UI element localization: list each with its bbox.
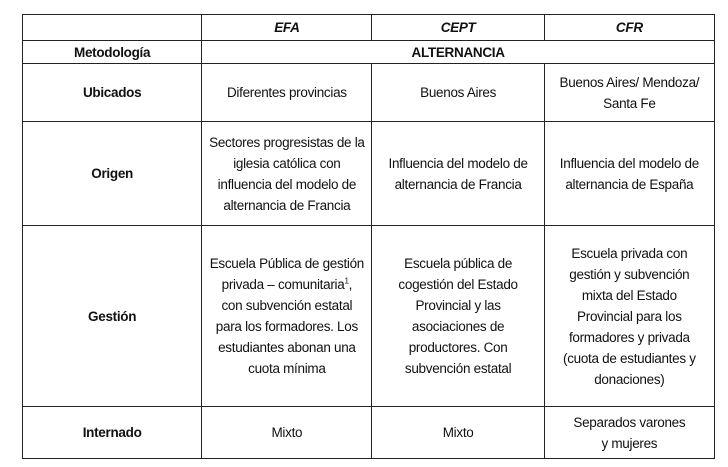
cell-origen-efa xyxy=(202,122,372,226)
row-internado xyxy=(23,407,715,459)
row-label-metodologia: Metodología xyxy=(23,41,202,64)
cell-line: alternancia de Francia xyxy=(394,176,522,192)
cell-origen-cfr xyxy=(544,122,714,226)
cell-line: Influencia del modelo de xyxy=(388,155,528,171)
cell-ubicados-cfr xyxy=(544,64,714,122)
row-gestion xyxy=(23,226,715,407)
cell-internado-cept xyxy=(372,407,544,459)
column-header-efa: EFA xyxy=(202,15,372,41)
cell-line: Provincial y las xyxy=(415,298,501,313)
cell-gestion-cfr xyxy=(544,226,714,407)
cell-line: Escuela privada con xyxy=(571,245,688,261)
cell-line: influencia del modelo de xyxy=(217,176,357,192)
cell-line: iglesia católica con xyxy=(233,155,341,171)
row-metodologia xyxy=(23,41,715,64)
corner-cell xyxy=(23,15,202,41)
comparison-table xyxy=(22,14,715,459)
metodologia-value: ALTERNANCIA xyxy=(202,41,715,64)
cell-line: Buenos Aires xyxy=(420,85,497,100)
row-label-gestion: Gestión xyxy=(23,226,202,407)
cell-line: Mixto xyxy=(271,425,303,440)
cell-gestion-cept xyxy=(372,226,544,407)
row-label-origen: Origen xyxy=(23,122,202,226)
cell-internado-cfr xyxy=(544,407,714,459)
cell-line-punct: , xyxy=(348,277,353,292)
cell-line: cogestión del Estado xyxy=(398,277,518,292)
cell-line: y mujeres xyxy=(601,435,658,451)
cell-line: Mixto xyxy=(442,425,474,440)
cell-ubicados-efa xyxy=(202,64,372,122)
cell-line: alternancia de Francia xyxy=(223,197,351,213)
cell-line: Sectores progresistas de la xyxy=(209,134,365,150)
cell-line: gestión y subvención xyxy=(569,266,690,282)
cell-line: para los formadores. Los xyxy=(215,319,358,334)
column-header-cfr: CFR xyxy=(544,15,714,41)
cell-line: cuota mínima xyxy=(248,361,326,376)
cell-internado-efa xyxy=(202,407,372,459)
cell-line: Diferentes provincias xyxy=(226,85,347,100)
cell-line: subvención estatal xyxy=(404,361,512,376)
cell-line: Provincial para los xyxy=(577,308,682,324)
cell-line: mixta del Estado xyxy=(581,287,677,303)
cell-line: Santa Fe xyxy=(603,95,656,111)
cell-line: Buenos Aires/ Mendoza/ xyxy=(559,74,700,90)
cell-line: Escuela pública de xyxy=(404,256,513,271)
cell-line: con subvención estatal xyxy=(221,298,353,313)
row-label-internado: Internado xyxy=(23,407,202,459)
cell-ubicados-cept xyxy=(372,64,544,122)
cell-line: Escuela Pública de gestión xyxy=(209,256,365,271)
cell-line-text: privada – comunitaria xyxy=(221,277,345,292)
header-row xyxy=(23,15,715,41)
row-label-ubicados: Ubicados xyxy=(23,64,202,122)
cell-line: (cuota de estudiantes y xyxy=(563,350,696,366)
row-ubicados xyxy=(23,64,715,122)
cell-line-with-footnote xyxy=(210,274,364,295)
cell-line: Influencia del modelo de xyxy=(559,155,699,171)
cell-line: asociaciones de xyxy=(411,319,505,334)
cell-origen-cept xyxy=(372,122,544,226)
cell-line: estudiantes abonan una xyxy=(218,340,356,355)
row-origen xyxy=(23,122,715,226)
cell-line: productores. Con xyxy=(408,340,508,355)
cell-line: donaciones) xyxy=(594,371,665,387)
footnote-marker: 1 xyxy=(344,276,349,286)
cell-line: Separados varones xyxy=(573,414,686,430)
cell-line: alternancia de España xyxy=(565,176,694,192)
column-header-cept: CEPT xyxy=(372,15,544,41)
cell-gestion-efa xyxy=(202,226,372,407)
cell-line: formadores y privada xyxy=(568,329,690,345)
